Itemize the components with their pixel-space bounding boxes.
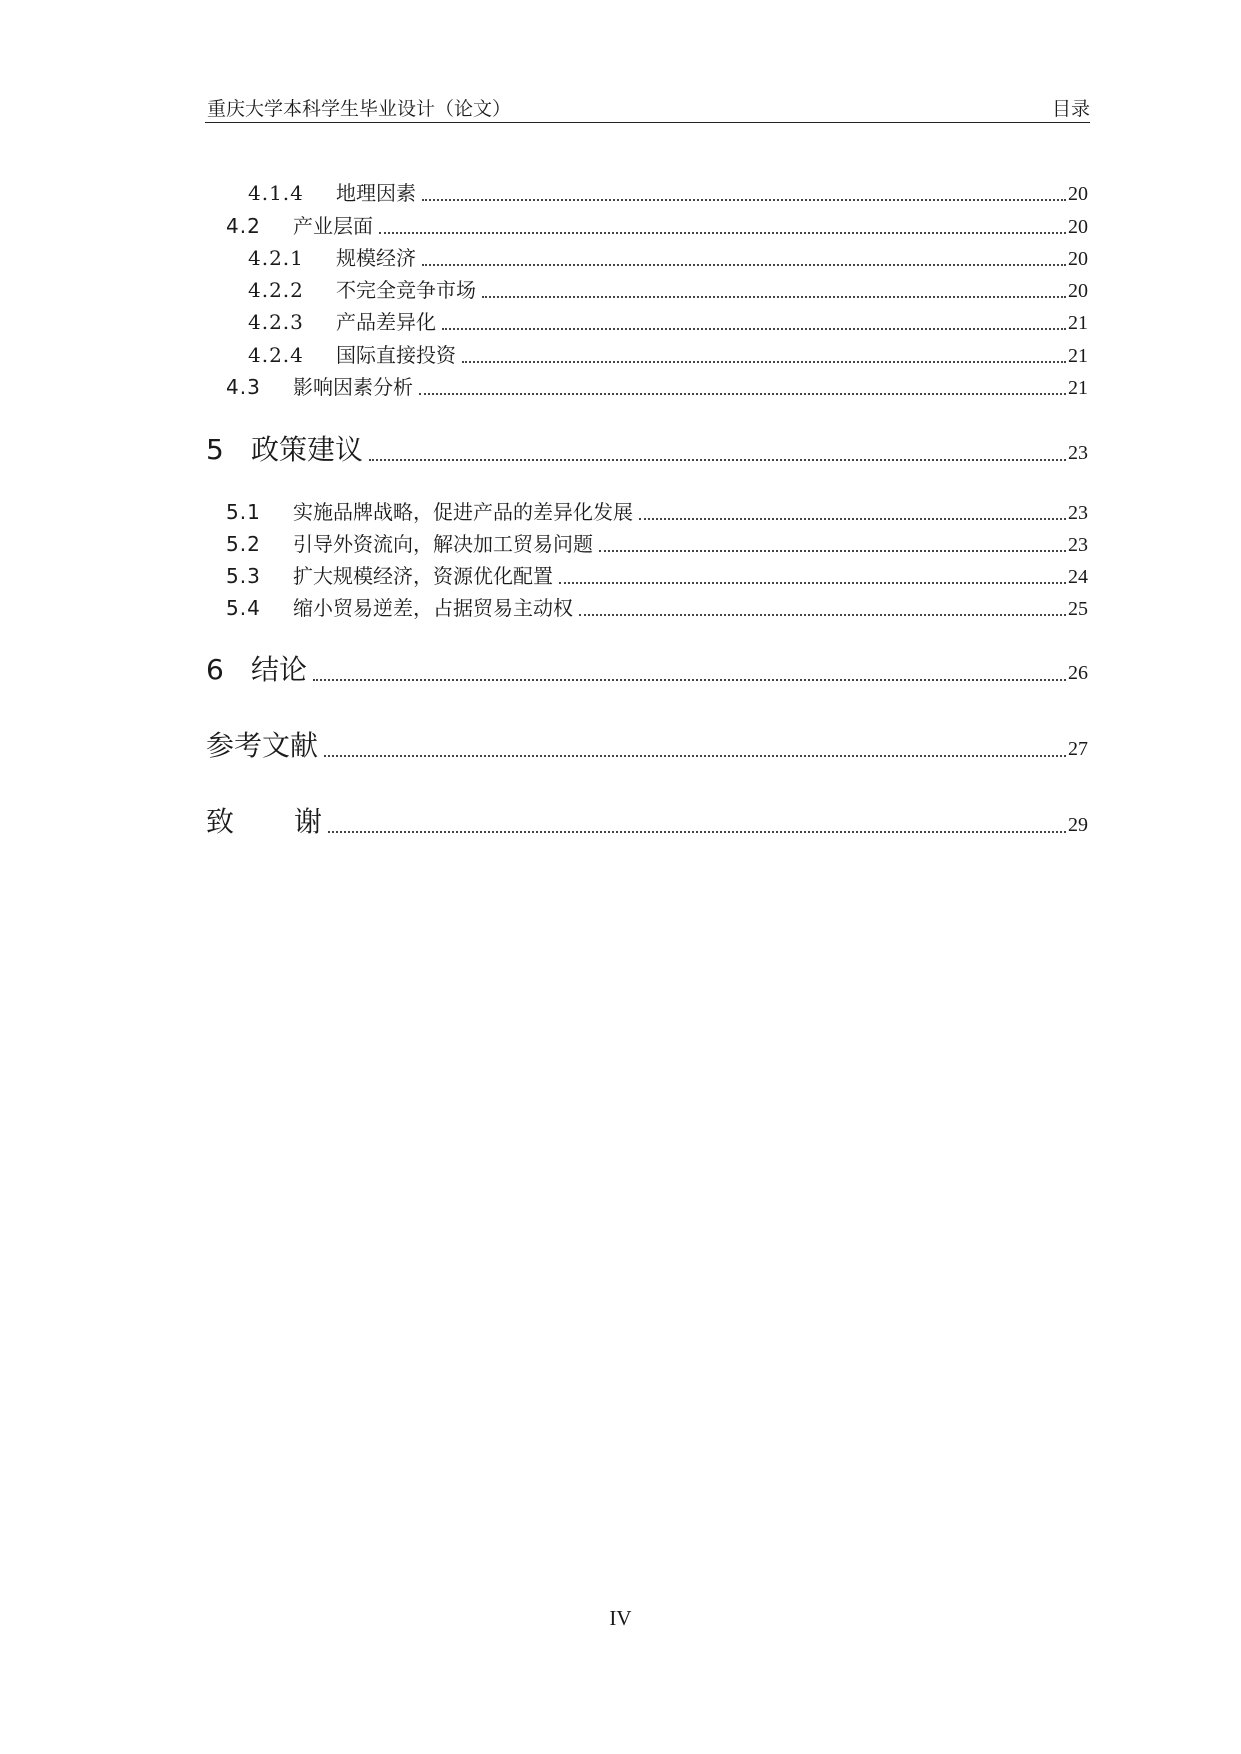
toc-entry-page: 20 bbox=[1068, 248, 1088, 270]
toc-entry-4-2-1[interactable] bbox=[248, 242, 1088, 271]
toc-entry-4-2-4[interactable] bbox=[248, 339, 1088, 368]
toc-entry-number: 4.2.2 bbox=[248, 278, 304, 302]
toc-entry-chapter-5[interactable] bbox=[206, 428, 1088, 468]
toc-entry-number: 5.1 bbox=[226, 500, 261, 524]
toc-dot-leader bbox=[599, 550, 1066, 552]
toc-dot-leader bbox=[462, 361, 1066, 363]
toc-entry-title: 谢 bbox=[294, 805, 323, 838]
toc-dot-leader bbox=[422, 199, 1066, 201]
toc-entry-number: 5.4 bbox=[226, 596, 261, 620]
toc-entry-title: 地理因素 bbox=[336, 181, 416, 205]
toc-entry-page: 21 bbox=[1068, 312, 1088, 334]
toc-entry-page: 21 bbox=[1068, 345, 1088, 367]
page-header bbox=[205, 92, 1090, 123]
toc-entry-4-2-2[interactable] bbox=[248, 274, 1088, 303]
toc-entry-page: 23 bbox=[1068, 502, 1088, 524]
page-number: IV bbox=[609, 1606, 632, 1630]
toc-entry-number: 致 bbox=[206, 805, 235, 838]
toc-entry-number: 4.2 bbox=[226, 214, 261, 238]
toc-entry-page: 23 bbox=[1068, 534, 1088, 556]
toc-entry-number: 4.2.1 bbox=[248, 246, 304, 270]
toc-entry-number: 5.2 bbox=[226, 532, 261, 556]
toc-entry-page: 20 bbox=[1068, 216, 1088, 238]
toc-entry-4-2[interactable] bbox=[226, 210, 1088, 239]
toc-entry-title: 结论 bbox=[251, 653, 308, 686]
toc-entry-title: 产品差异化 bbox=[336, 310, 436, 334]
toc-entry-title: 不完全竞争市场 bbox=[336, 278, 476, 302]
toc-entry-title: 国际直接投资 bbox=[336, 343, 456, 367]
toc-entry-chapter-6[interactable] bbox=[206, 648, 1088, 688]
toc-entry-title: 政策建议 bbox=[251, 433, 364, 466]
toc-dot-leader bbox=[422, 264, 1066, 266]
toc-entry-page: 20 bbox=[1068, 183, 1088, 205]
toc-entry-title: 缩小贸易逆差，占据贸易主动权 bbox=[293, 596, 573, 620]
toc-entry-number: 4.2.3 bbox=[248, 310, 304, 334]
toc-entry-number: 4.1.4 bbox=[248, 181, 304, 205]
toc-entry-5-3[interactable] bbox=[226, 560, 1088, 589]
toc-entry-page: 26 bbox=[1068, 662, 1088, 684]
toc-entry-title: 引导外资流向，解决加工贸易问题 bbox=[293, 532, 593, 556]
toc-dot-leader bbox=[369, 459, 1066, 461]
toc-entry-4-3[interactable] bbox=[226, 371, 1088, 400]
toc-dot-leader bbox=[559, 582, 1066, 584]
toc-entry-4-2-3[interactable] bbox=[248, 306, 1088, 335]
toc-entry-4-1-4[interactable] bbox=[248, 177, 1088, 206]
toc-entry-number: 4.3 bbox=[226, 375, 261, 399]
toc-entry-title: 实施品牌战略，促进产品的差异化发展 bbox=[293, 500, 633, 524]
toc-dot-leader bbox=[379, 232, 1066, 234]
toc-entry-title: 规模经济 bbox=[336, 246, 416, 270]
toc-entry-title: 影响因素分析 bbox=[293, 375, 413, 399]
toc-entry-number: 5 bbox=[206, 433, 224, 466]
toc-dot-leader bbox=[419, 393, 1066, 395]
toc-dot-leader bbox=[579, 614, 1066, 616]
toc-dot-leader bbox=[639, 518, 1066, 520]
toc-entry-number: 4.2.4 bbox=[248, 343, 304, 367]
toc-dot-leader bbox=[324, 755, 1066, 757]
toc-entry-page: 20 bbox=[1068, 280, 1088, 302]
toc-entry-page: 23 bbox=[1068, 442, 1088, 464]
toc-entry-title: 扩大规模经济，资源优化配置 bbox=[293, 564, 553, 588]
toc-entry-page: 25 bbox=[1068, 598, 1088, 620]
toc-entry-5-1[interactable] bbox=[226, 496, 1088, 525]
toc-entry-number: 6 bbox=[206, 653, 224, 686]
toc-entry-title: 产业层面 bbox=[293, 214, 373, 238]
toc-entry-page: 24 bbox=[1068, 566, 1088, 588]
header-thesis-title: 重庆大学本科学生毕业设计（论文） bbox=[207, 98, 512, 120]
toc-entry-5-2[interactable] bbox=[226, 528, 1088, 557]
toc-entry-title: 参考文献 bbox=[206, 729, 319, 762]
toc-dot-leader bbox=[328, 831, 1066, 833]
toc-entry-page: 21 bbox=[1068, 377, 1088, 399]
toc-dot-leader bbox=[482, 296, 1066, 298]
toc-dot-leader bbox=[313, 679, 1066, 681]
toc-entry-5-4[interactable] bbox=[226, 592, 1088, 621]
toc-dot-leader bbox=[442, 328, 1066, 330]
toc-entry-references[interactable] bbox=[206, 724, 1088, 764]
toc-entry-number: 5.3 bbox=[226, 564, 261, 588]
toc-entry-acknowledgements[interactable] bbox=[206, 800, 1088, 840]
header-section-title: 目录 bbox=[1051, 98, 1090, 120]
toc-entry-page: 27 bbox=[1068, 738, 1088, 760]
toc-entry-page: 29 bbox=[1068, 814, 1088, 836]
